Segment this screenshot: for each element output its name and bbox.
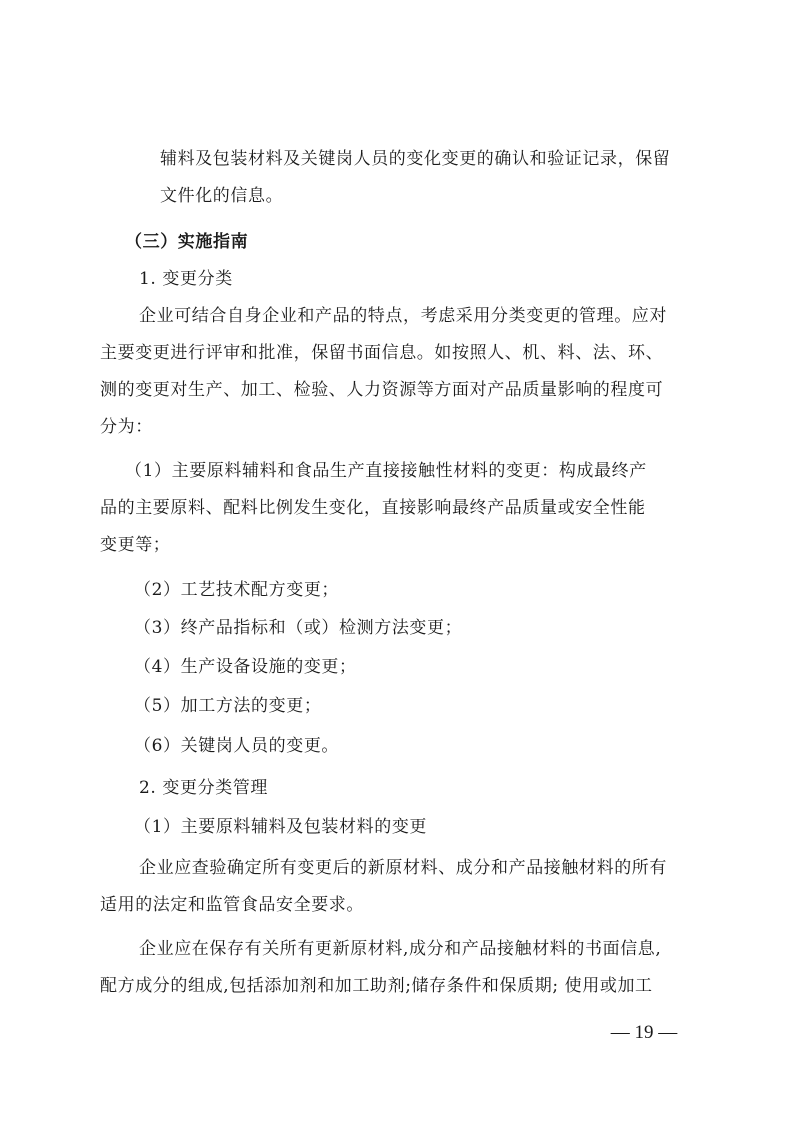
list-item-3: （3）终产品指标和（或）检测方法变更； <box>134 618 463 638</box>
text-line-20: 适用的法定和监管食品安全要求。 <box>100 895 364 915</box>
list-item-5: （5）加工方法的变更； <box>134 696 322 716</box>
text-line-10: 品的主要原料、配料比例发生变化，直接影响最终产品质量或安全性能 <box>100 498 646 518</box>
list-item-2: （2）工艺技术配方变更； <box>134 580 340 600</box>
text-line-7: 测的变更对生产、加工、检验、人力资源等方面对产品质量影响的程度可 <box>100 380 664 400</box>
page-number: — 19 — <box>610 1022 678 1043</box>
section-heading: （三）实施指南 <box>125 232 249 252</box>
text-line-21: 企业应在保存有关所有更新原材料,成分和产品接触材料的书面信息, <box>139 939 662 959</box>
subheading-change-management: 2. 变更分类管理 <box>139 778 269 798</box>
text-line-11: 变更等； <box>100 535 171 555</box>
text-line-22: 配方成分的组成,包括添加剂和加工助剂;储存条件和保质期; 使用或加工 <box>100 976 653 996</box>
list-item-6: （6）关键岗人员的变更。 <box>134 736 340 756</box>
text-line-8: 分为： <box>100 417 153 437</box>
text-line-5: 企业可结合自身企业和产品的特点，考虑采用分类变更的管理。应对 <box>139 306 667 326</box>
text-line-19: 企业应查验确定所有变更后的新原材料、成分和产品接触材料的所有 <box>139 858 667 878</box>
text-line-6: 主要变更进行评审和批准，保留书面信息。如按照人、机、料、法、环、 <box>100 343 664 363</box>
list-item-materials-change: （1）主要原料辅料及包装材料的变更 <box>134 817 428 837</box>
list-item-1: （1）主要原料辅料和食品生产直接接触性材料的变更：构成最终产 <box>125 461 647 481</box>
text-line-1: 辅料及包装材料及关键岗人员的变化变更的确认和验证记录，保留 <box>160 149 671 169</box>
subheading-change-classification: 1. 变更分类 <box>139 269 233 289</box>
list-item-4: （4）生产设备设施的变更； <box>134 657 357 677</box>
text-line-2: 文件化的信息。 <box>160 186 284 206</box>
